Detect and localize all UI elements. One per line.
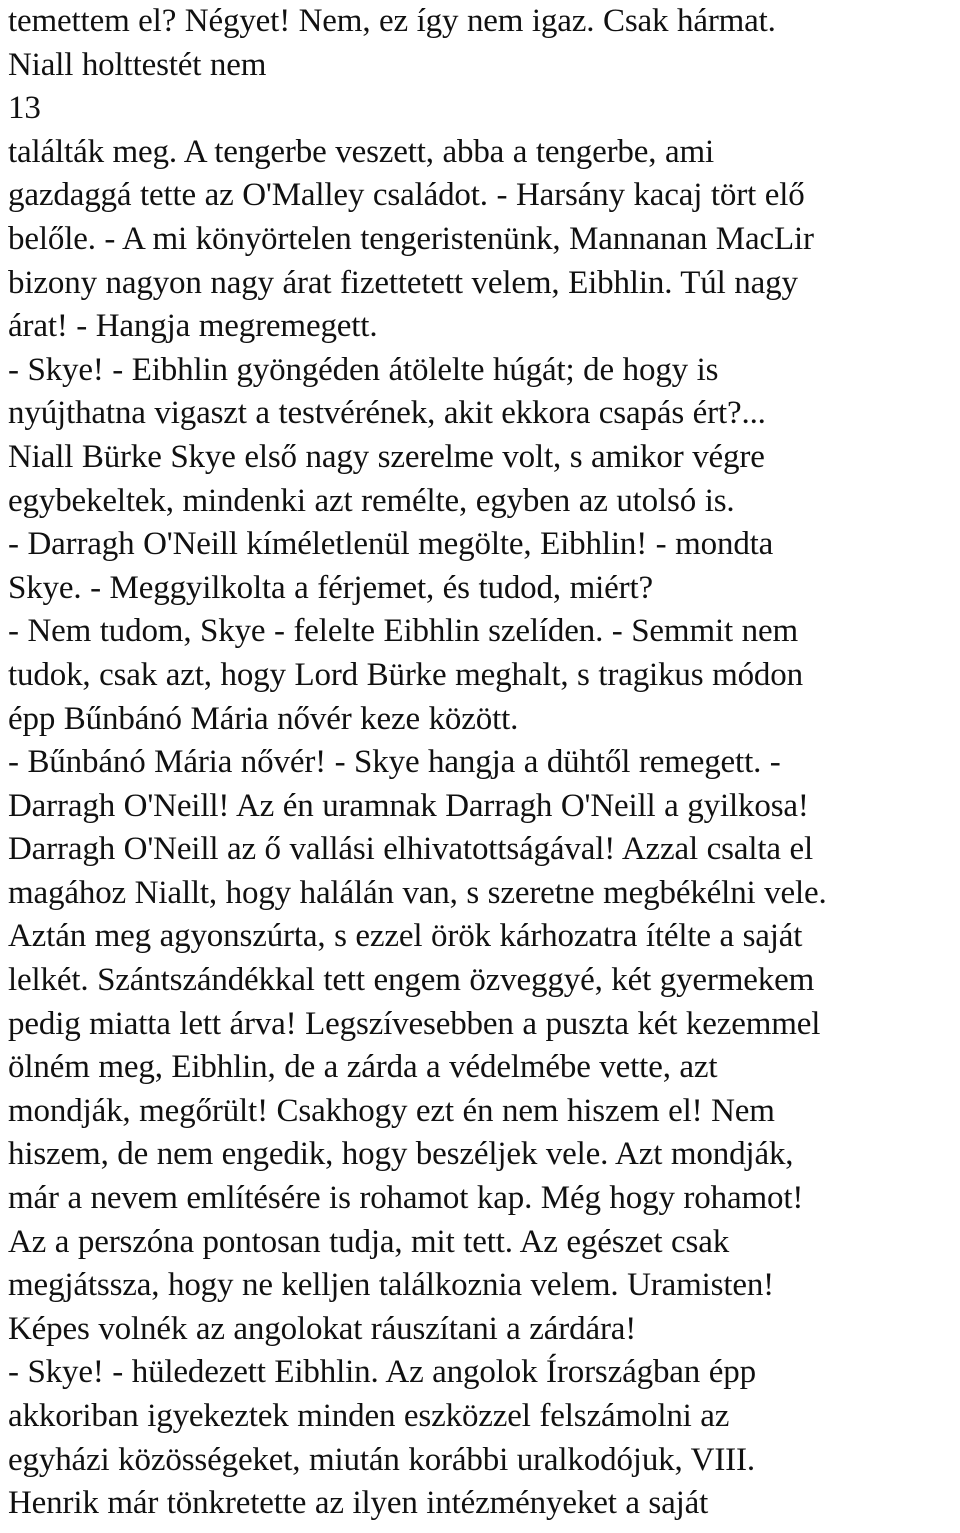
text-line: Niall holttestét nem [8, 46, 267, 83]
text-line: épp Bűnbánó Mária nővér keze között. [8, 700, 519, 737]
document-text [8, 0, 956, 1526]
text-line: pedig miatta lett árva! Legszívesebben a puszta két kezemmel [8, 1005, 821, 1042]
text-line: magához Niallt, hogy halálán van, s szeretne megbékélni vele. [8, 874, 827, 911]
text-line: - Bűnbánó Mária nővér! - Skye hangja a dühtől remegett. - [8, 744, 781, 781]
text-line: Képes volnék az angolokat ráuszítani a zárdára! [8, 1310, 637, 1347]
text-line: - Skye! - hüledezett Eibhlin. Az angolok Írországban épp [8, 1354, 756, 1391]
text-line: hiszem, de nem engedik, hogy beszéljek vele. Azt mondják, [8, 1136, 794, 1173]
text-line: Niall Bürke Skye első nagy szerelme volt, s amikor végre [8, 438, 765, 475]
text-line: már a nevem említésére is rohamot kap. Még hogy rohamot! [8, 1180, 804, 1217]
text-line: Darragh O'Neill! Az én uramnak Darragh O'Neill a gyilkosa! [8, 787, 809, 824]
text-line: megjátssza, hogy ne kelljen találkoznia velem. Uramisten! [8, 1267, 775, 1304]
text-line: Aztán meg agyonszúrta, s ezzel örök kárhozatra ítélte a saját [8, 918, 803, 955]
text-line: Skye. - Meggyilkolta a férjemet, és tudod, miért? [8, 569, 653, 606]
text-line: árat! - Hangja megremegett. [8, 308, 378, 345]
text-line: tudok, csak azt, hogy Lord Bürke meghalt, s tragikus módon [8, 656, 803, 693]
text-line: ölném meg, Eibhlin, de a zárda a védelmébe vette, azt [8, 1049, 718, 1086]
text-line: gazdaggá tette az O'Malley családot. - Harsány kacaj tört elő [8, 177, 805, 214]
text-line: - Skye! - Eibhlin gyöngéden átölelte húgát; de hogy is [8, 351, 719, 388]
text-line: Henrik már tönkretette az ilyen intézményeket a saját [8, 1485, 709, 1522]
text-line: akkoriban igyekeztek minden eszközzel felszámolni az [8, 1398, 730, 1434]
text-line: Darragh O'Neill az ő vallási elhivatottságával! Azzal csalta el [8, 831, 813, 868]
text-line: - Darragh O'Neill kíméletlenül megölte, Eibhlin! - mondta [8, 526, 774, 563]
text-line: egyházi közösségeket, miután korábbi uralkodójuk, VIII. [8, 1441, 755, 1478]
page-number: 13 [8, 90, 41, 127]
text-line: találták meg. A tengerbe veszett, abba a tengerbe, ami [8, 133, 715, 170]
text-line: egybekeltek, mindenki azt remélte, egyben az utolsó is. [8, 482, 735, 519]
text-line: bizony nagyon nagy árat fizettetett velem, Eibhlin. Túl nagy [8, 264, 798, 301]
text-line: lelkét. Szántszándékkal tett engem özveggyé, két gyermekem [8, 962, 815, 999]
text-line: Az a perszóna pontosan tudja, mit tett. Az egészet csak [8, 1223, 730, 1260]
text-line: - Nem tudom, Skye - felelte Eibhlin szelíden. - Semmit nem [8, 613, 798, 650]
text-line: belőle. - A mi könyörtelen tengeristenünk, Mannanan MacLir [8, 220, 814, 257]
text-line: mondják, megőrült! Csakhogy ezt én nem hiszem el! Nem [8, 1092, 775, 1129]
text-line: nyújthatna vigaszt a testvérének, akit ekkora csapás ért?... [8, 395, 766, 432]
text-line: temettem el? Négyet! Nem, ez így nem igaz. Csak hármat. [8, 3, 776, 39]
